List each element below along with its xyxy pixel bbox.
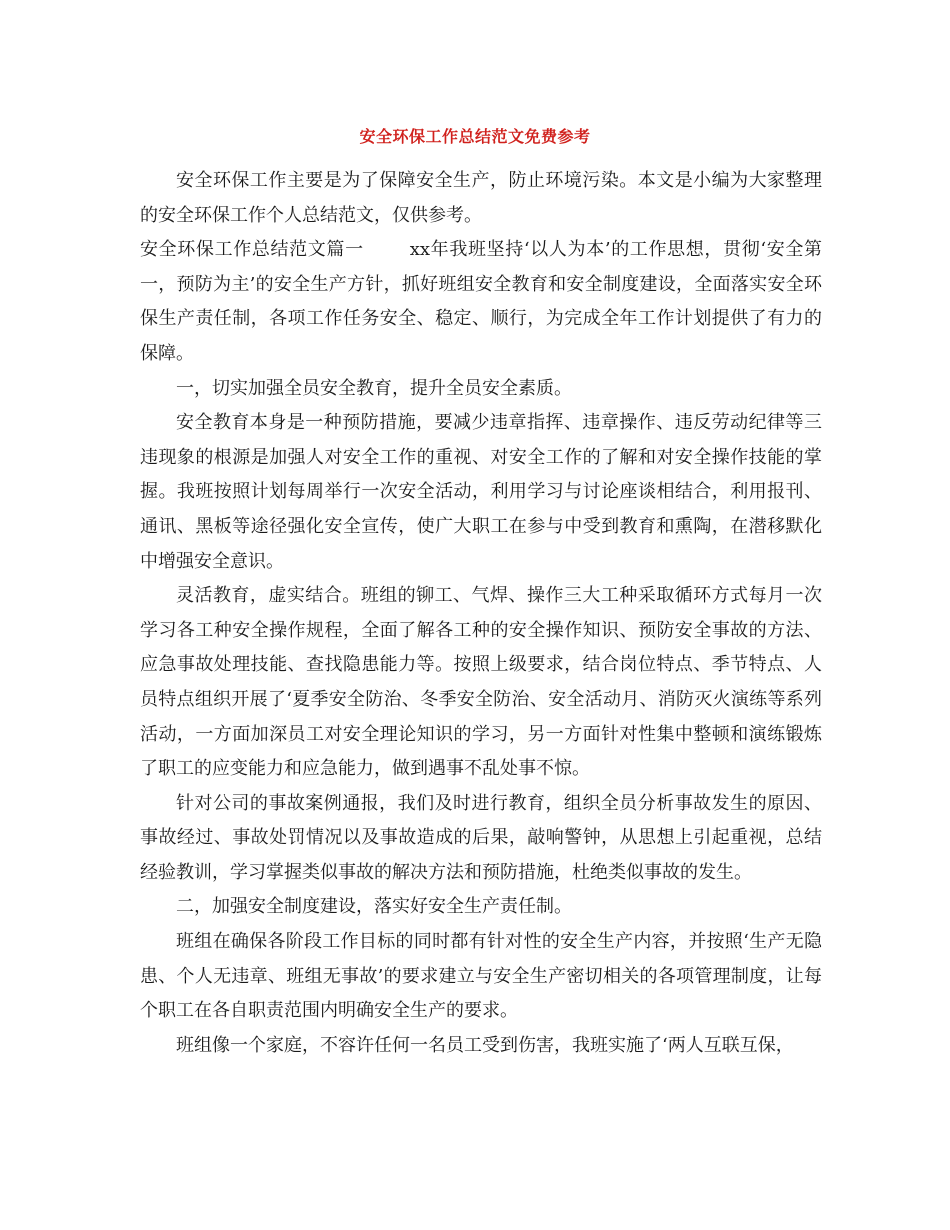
section-label: 安全环保工作总结范文篇一: [140, 239, 364, 261]
paragraph-3: 针对公司的事故案例通报，我们及时进行教育，组织全员分析事故发生的原因、事故经过、事故处罚情况以及事故造成的后果，敲响警钟，从思想上引起重视，总结经验教训，学习掌握类似事故的解决方法和预防措施，杜绝类似事故的发生。: [140, 792, 822, 883]
paragraph-5: 班组像一个家庭，不容许任何一名员工受到伤害，我班实施了‘两人互联互保，: [176, 1034, 794, 1056]
heading-1: 一，切实加强全员安全教育，提升全员安全素质。: [176, 377, 572, 399]
paragraph-2: 灵活教育，虚实结合。班组的铆工、气焊、操作三大工种采取循环方式每月一次学习各工种安全操作规程，全面了解各工种的安全操作知识、预防安全事故的方法、应急事故处理技能、查找隐患能力等。按照上级要求，结合岗位特点、季节特点、人员特点组织开展了‘夏季安全防治、冬季安全防治、安全活动月、消防灭火演练等系列活动，一方面加深员工对安全理论知识的学习，另一方面针对性集中整顿和演练锻炼了职工的应变能力和应急能力，做到遇事不乱处事不惊。: [140, 585, 822, 780]
document-body: [140, 164, 822, 1063]
intro-paragraph: 安全环保工作主要是为了保障安全生产，防止环境污染。本文是小编为大家整理的安全环保工作个人总结范文，仅供参考。: [140, 170, 822, 226]
paragraph-4: 班组在确保各阶段工作目标的同时都有针对性的安全生产内容，并按照‘生产无隐患、个人无违章、班组无事故’的要求建立与安全生产密切相关的各项管理制度，让每个职工在各自职责范围内明确安全生产的要求。: [140, 931, 822, 1022]
section-paragraph: [140, 233, 822, 371]
paragraph-1: 安全教育本身是一种预防措施，要减少违章指挥、违章操作、违反劳动纪律等三违现象的根源是加强人对安全工作的重视、对安全工作的了解和对安全操作技能的掌握。我班按照计划每周举行一次安全活动，利用学习与讨论座谈相结合，利用报刊、通讯、黑板等途径强化安全宣传，使广大职工在参与中受到教育和熏陶，在潜移默化中增强安全意识。: [140, 412, 822, 572]
document-title: 安全环保工作总结范文免费参考: [359, 127, 591, 146]
heading-2: 二，加强安全制度建设，落实好安全生产责任制。: [176, 896, 572, 918]
section-text: xx年我班坚持‘以人为本’的工作思想，贯彻‘安全第一，预防为主’的安全生产方针，抓好班组安全教育和安全制度建设，全面落实安全环保生产责任制，各项工作任务安全、稳定、顺行，为完成全年工作计划提供了有力的保障。: [140, 239, 823, 364]
